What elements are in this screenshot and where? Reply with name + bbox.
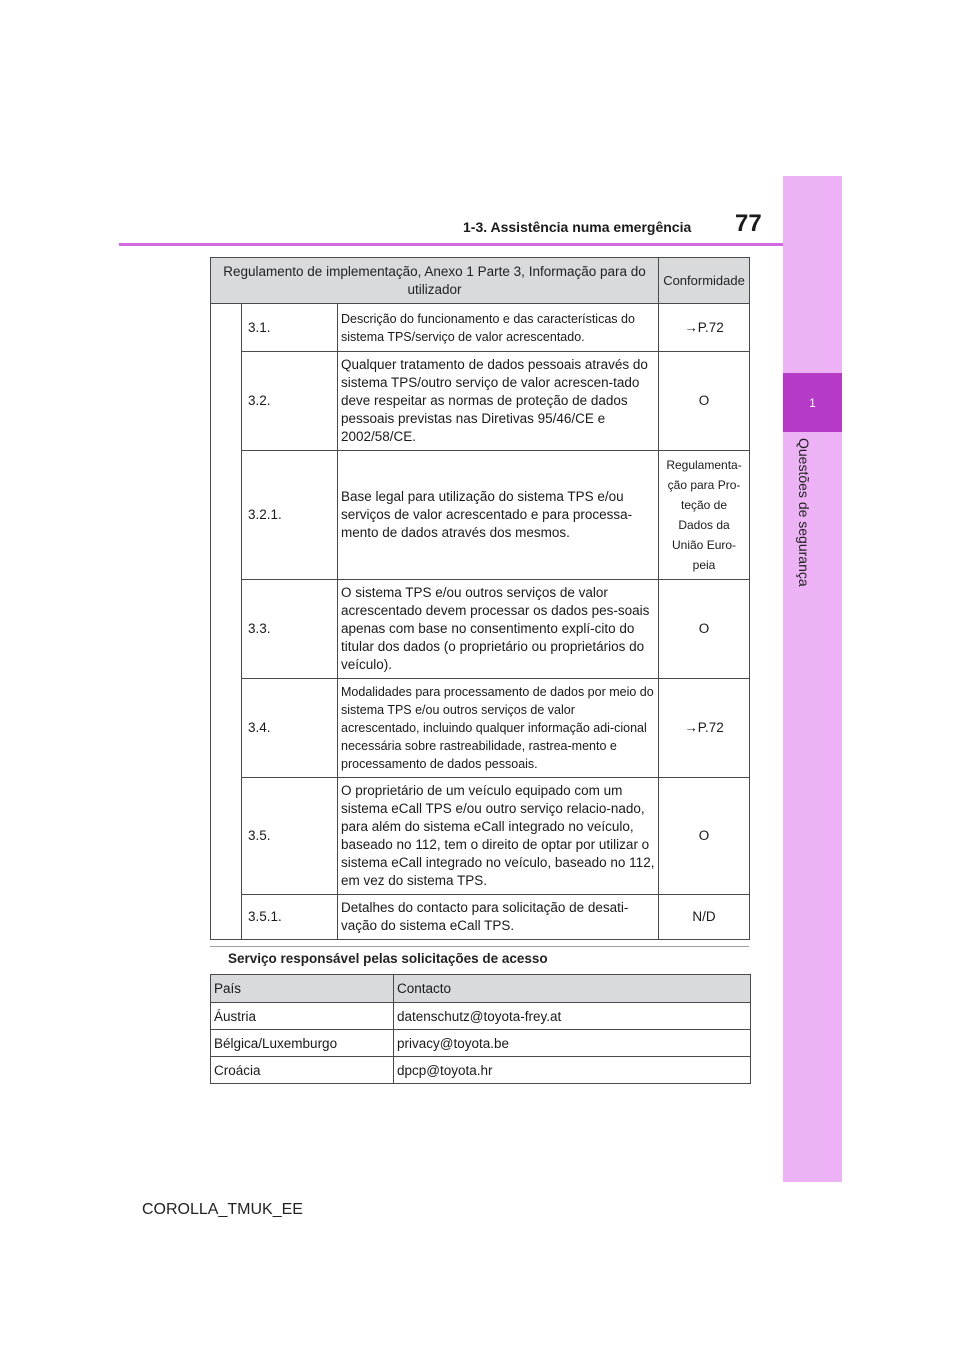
row-description: Qualquer tratamento de dados pessoais através do sistema TPS/outro serviço de valor acrescen-tado deve respeitar as normas de proteção de dados pessoais previstas nas Diretivas 95/46/CE e 2002/58/CE. [338,352,659,451]
header-country: País [211,975,394,1003]
contact-email: privacy@toyota.be [394,1030,751,1057]
section-title: 1-3. Assistência numa emergência [463,219,692,235]
row-description: Base legal para utilização do sistema TPS e/ou serviços de valor acrescentado e para processa-mento de dados através dos mesmos. [338,451,659,580]
row-number: 3.2.1. [242,451,338,580]
chapter-title: Questões de segurança [796,438,812,587]
chapter-number-badge: 1 [783,373,842,432]
row-description: O proprietário de um veículo equipado com um sistema eCall TPS e/ou outro serviço relacio-nado, para além do sistema eCall integrado no veículo, baseado no 112, tem o direito de optar por utilizar o sistema eCall integrado no veículo, baseado no 112, em vez do sistema TPS. [338,778,659,895]
contact-header-row [211,975,751,1003]
table-row [211,778,750,895]
side-tab [783,176,842,1182]
header-contact: Contacto [394,975,751,1003]
table-row [211,1057,751,1084]
table-row [211,304,750,352]
row-number: 3.3. [242,580,338,679]
row-conformity: N/D [659,895,750,940]
table-row [211,1003,751,1030]
section-divider [210,946,749,947]
row-number: 3.5.1. [242,895,338,940]
regulation-table [210,257,750,940]
table-header-row [211,258,750,304]
country-cell: Bélgica/Luxemburgo [211,1030,394,1057]
row-conformity: →P.72 [659,679,750,778]
row-description: O sistema TPS e/ou outros serviços de valor acrescentado devem processar os dados pes-soais apenas com base no consentimento explí-cito do titular dos dados (o proprietário ou proprietários do veículo). [338,580,659,679]
row-number: 3.5. [242,778,338,895]
row-number: 3.2. [242,352,338,451]
page-number: 77 [735,210,762,237]
contact-table [210,974,751,1084]
header-item: Regulamento de implementação, Anexo 1 Parte 3, Informação para do utilizador [211,258,659,304]
contact-email: dpcp@toyota.hr [394,1057,751,1084]
header-conformity: Conformidade [659,258,750,304]
table-row [211,352,750,451]
table-row [211,679,750,778]
row-conformity: Regulamenta-ção para Pro-teção de Dados da União Euro-peia [659,451,750,580]
access-section-title: Serviço responsável pelas solicitações de acesso [228,951,548,966]
indent-cell [211,304,242,940]
row-conformity: O [659,580,750,679]
table-row [211,895,750,940]
table-row [211,1030,751,1057]
country-cell: Croácia [211,1057,394,1084]
row-number: 3.4. [242,679,338,778]
row-conformity: O [659,778,750,895]
row-number: 3.1. [242,304,338,352]
row-description: Modalidades para processamento de dados por meio do sistema TPS e/ou outros serviços de valor acrescentado, incluindo qualquer informação adi-cional necessária sobre rastreabilidade, rastrea-mento e processamento de dados pessoais. [338,679,659,778]
table-row [211,451,750,580]
country-cell: Áustria [211,1003,394,1030]
table-row [211,580,750,679]
document-code: COROLLA_TMUK_EE [142,1201,303,1218]
row-conformity: →P.72 [659,304,750,352]
row-description: Detalhes do contacto para solicitação de desati-vação do sistema eCall TPS. [338,895,659,940]
header-rule [119,243,783,246]
contact-email: datenschutz@toyota-frey.at [394,1003,751,1030]
row-conformity: O [659,352,750,451]
row-description: Descrição do funcionamento e das características do sistema TPS/serviço de valor acrescentado. [338,304,659,352]
